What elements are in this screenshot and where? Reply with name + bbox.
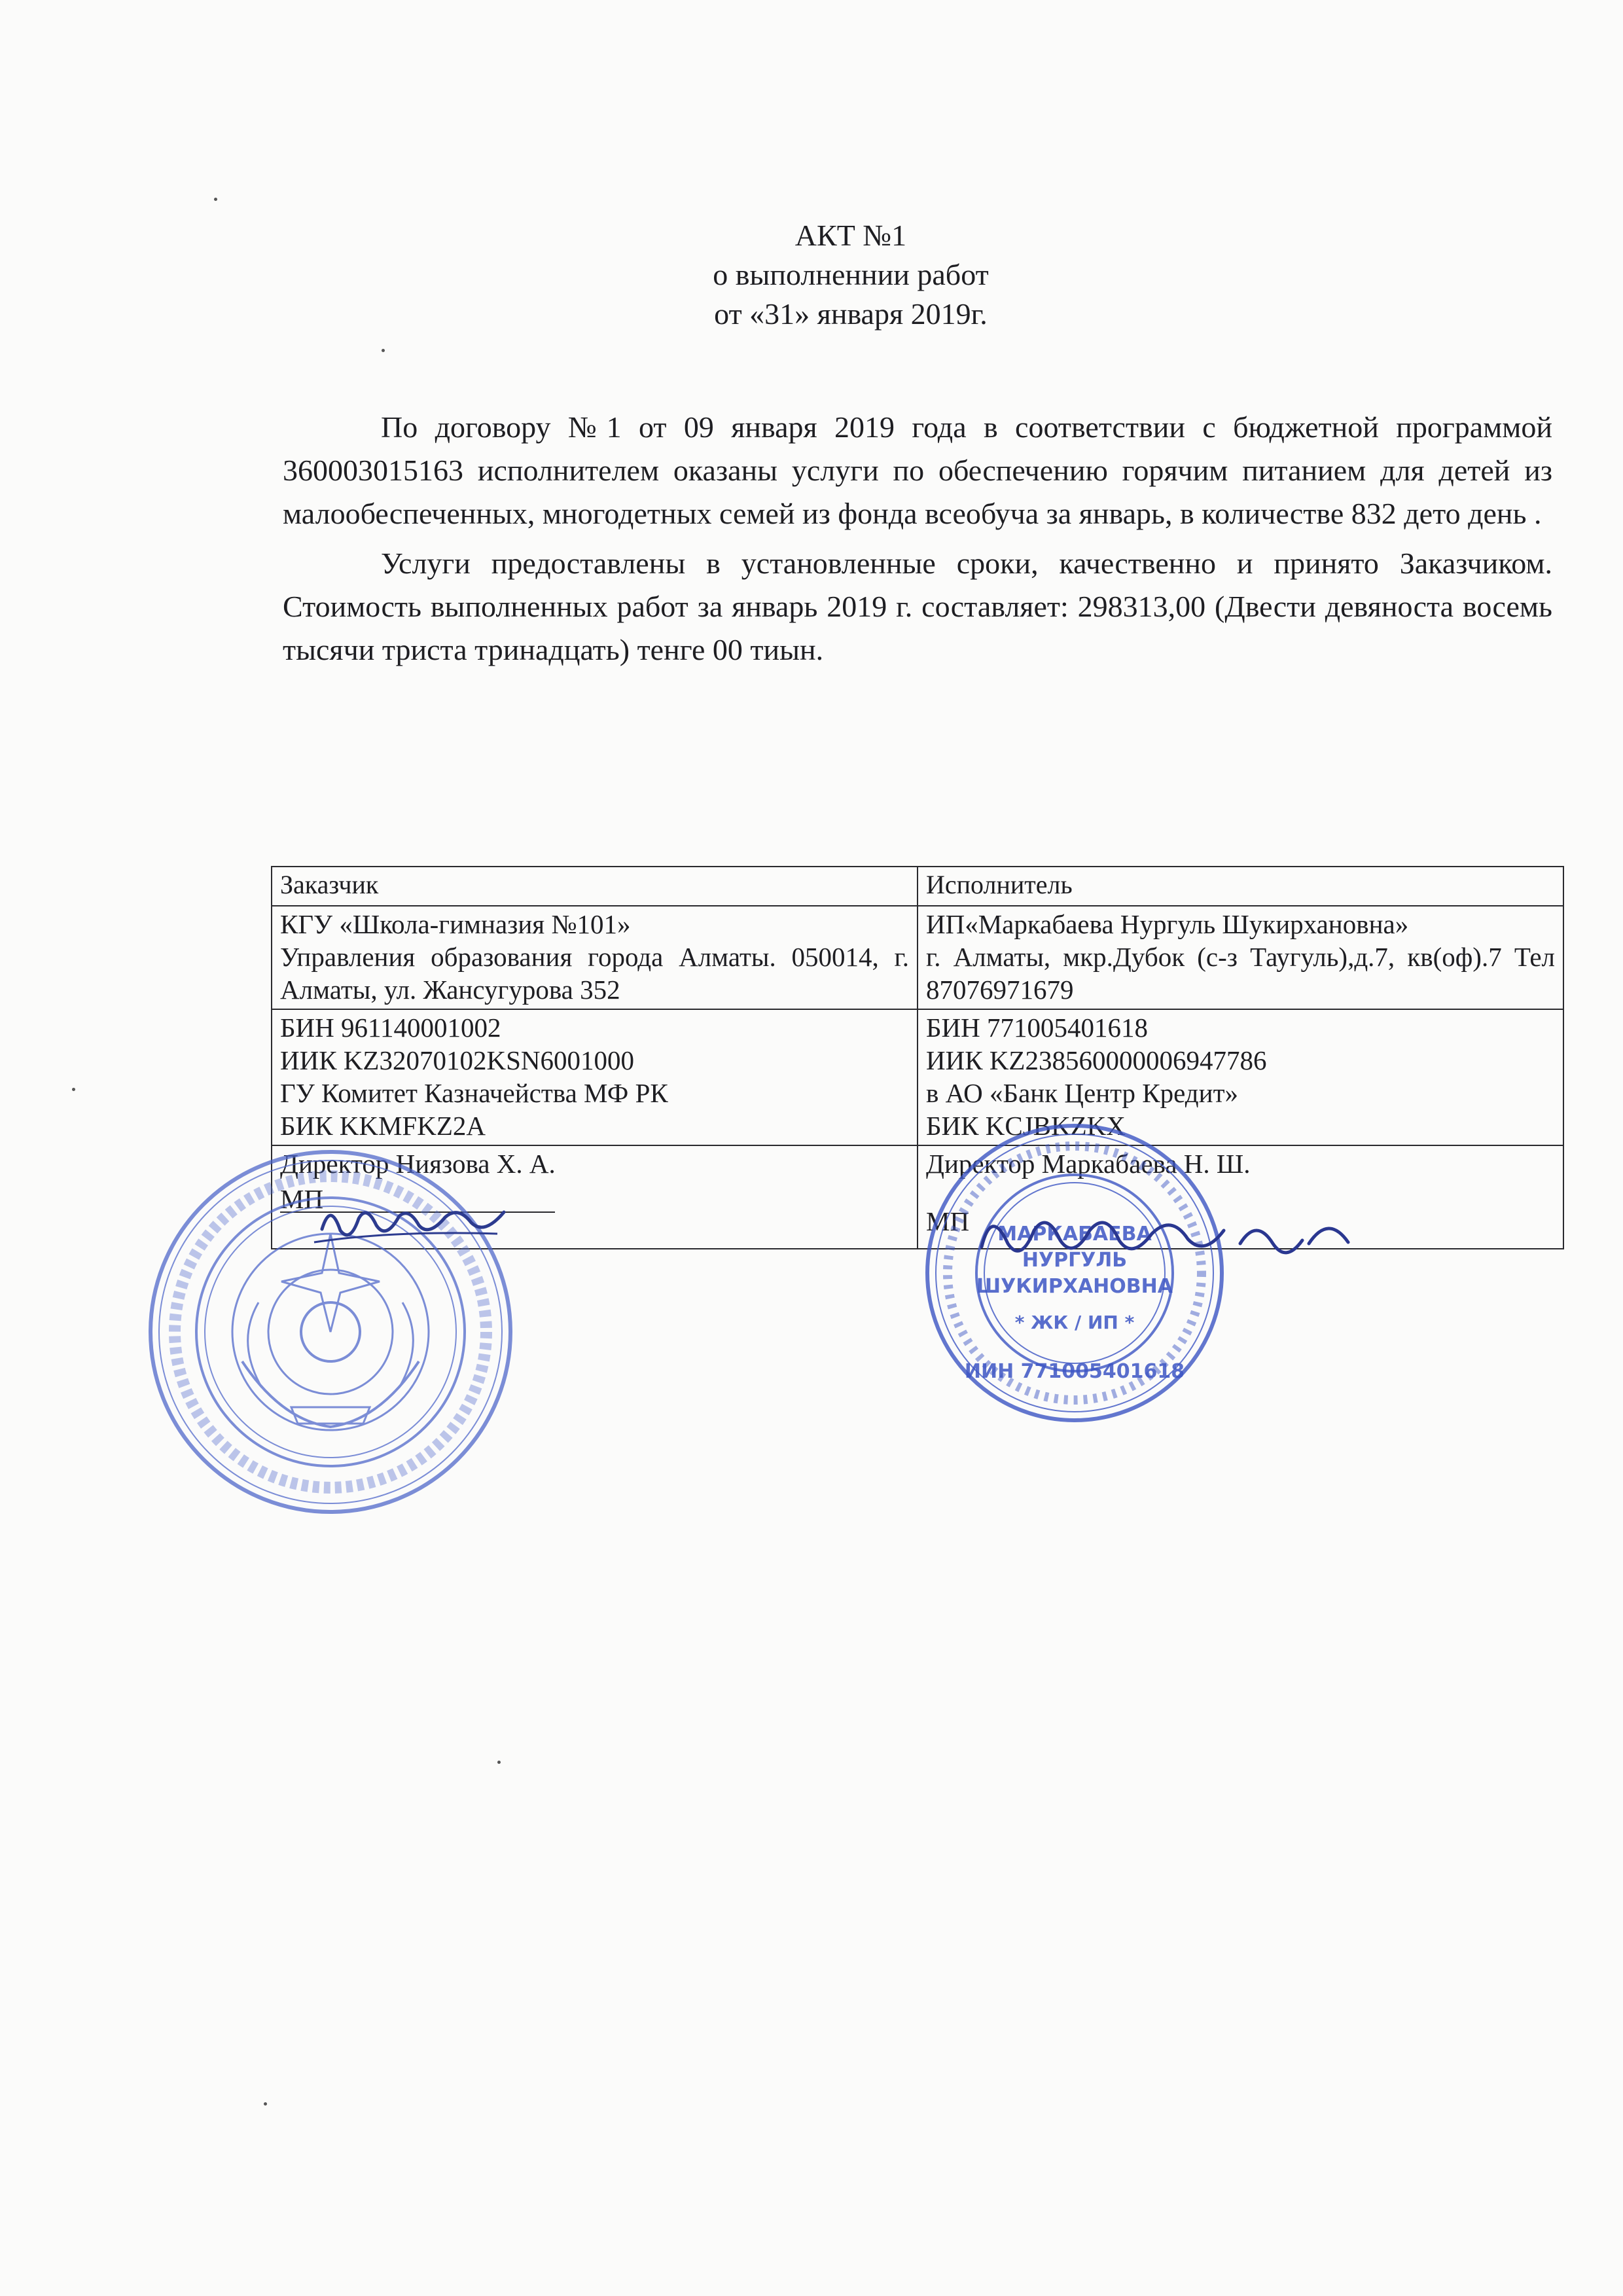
customer-director: Директор Ниязова Х. А. — [280, 1149, 556, 1179]
seal-line-4: * ЖК / ИП * — [1014, 1312, 1135, 1333]
document-subtitle: о выполненнии работ — [713, 258, 989, 291]
customer-org-name: КГУ «Школа-гимназия №101» — [280, 909, 631, 939]
contractor-mp: МП — [926, 1206, 970, 1236]
scan-speck — [497, 1761, 501, 1764]
body-paragraph-cost: Услуги предоставлены в установленные сроки, качественно и принято Заказчиком. Стоимость выполненных работ за январь 2019 г. составляет: 298313,00 (Двести девяноста восемь тысячи триста тринадцать) тенге 00 тиын. — [283, 547, 1552, 666]
seal-line-2: НУРГУЛЬ — [1022, 1249, 1128, 1272]
customer-org-address: Управления образования города Алматы. 050014, г. Алматы, ул. Жансугурова 352 — [280, 942, 909, 1005]
contractor-bank: в АО «Банк Центр Кредит» — [926, 1078, 1239, 1108]
contractor-director: Директор Маркабаева Н. Ш. — [926, 1149, 1251, 1179]
contractor-organization-cell — [918, 906, 1563, 1009]
body-paragraph-contract: По договору №1 от 09 января 2019 года в соответствии с бюджетной программой 360003015163 исполнителем оказаны услуги по обеспечению горячим питанием для детей из малообеспеченных, многодетных семей из фонда всеобуча за январь, в количестве 832 дето день . — [283, 410, 1552, 530]
contractor-bin: БИН 771005401618 — [926, 1013, 1149, 1043]
seal-ring-bottom: ИИН 771005401618 — [964, 1360, 1185, 1383]
contractor-signature-spacer — [926, 1180, 1555, 1205]
scan-speck — [382, 349, 385, 352]
table-row-signatures — [272, 1145, 1563, 1249]
contractor-org-name: ИП«Маркабаева Нургуль Шукирхановна» — [926, 909, 1409, 939]
contractor-header: Исполнитель — [918, 867, 1563, 906]
customer-bin: БИН 961140001002 — [280, 1013, 501, 1043]
customer-bank-cell — [272, 1009, 918, 1145]
customer-header: Заказчик — [272, 867, 918, 906]
customer-mp: МП — [280, 1184, 324, 1214]
contractor-bank-cell — [918, 1009, 1563, 1145]
document-date: от «31» января 2019г. — [714, 297, 988, 331]
document-title: АКТ №1 — [794, 219, 907, 252]
customer-bik: БИК KKMFKZ2A — [280, 1111, 486, 1141]
contractor-org-address: г. Алматы, мкр.Дубок (с-з Таугуль),д.7, кв(оф).7 Тел 87076971679 — [926, 942, 1555, 1005]
scan-speck — [264, 2102, 267, 2106]
document-body — [283, 406, 1552, 678]
table-row-bank-details — [272, 1009, 1563, 1145]
scan-speck — [214, 198, 217, 201]
scan-speck — [72, 1088, 75, 1091]
customer-bank: ГУ Комитет Казначейства МФ РК — [280, 1078, 668, 1108]
contractor-bik: БИК KCJBKZKX — [926, 1111, 1126, 1141]
seal-line-3: ШУКИРХАНОВНА — [976, 1275, 1173, 1298]
parties-table — [271, 866, 1564, 1249]
table-row-organization — [272, 906, 1563, 1009]
customer-signature-cell — [272, 1145, 918, 1249]
contractor-signature-cell — [918, 1145, 1563, 1249]
customer-iik: ИИК KZ32070102KSN6001000 — [280, 1045, 634, 1075]
table-header-row — [272, 867, 1563, 906]
document-title-block — [0, 216, 1623, 334]
contractor-iik: ИИК KZ238560000006947786 — [926, 1045, 1267, 1075]
seal-line-1: МАРКАБАЕВА — [997, 1223, 1152, 1246]
customer-organization-cell — [272, 906, 918, 1009]
